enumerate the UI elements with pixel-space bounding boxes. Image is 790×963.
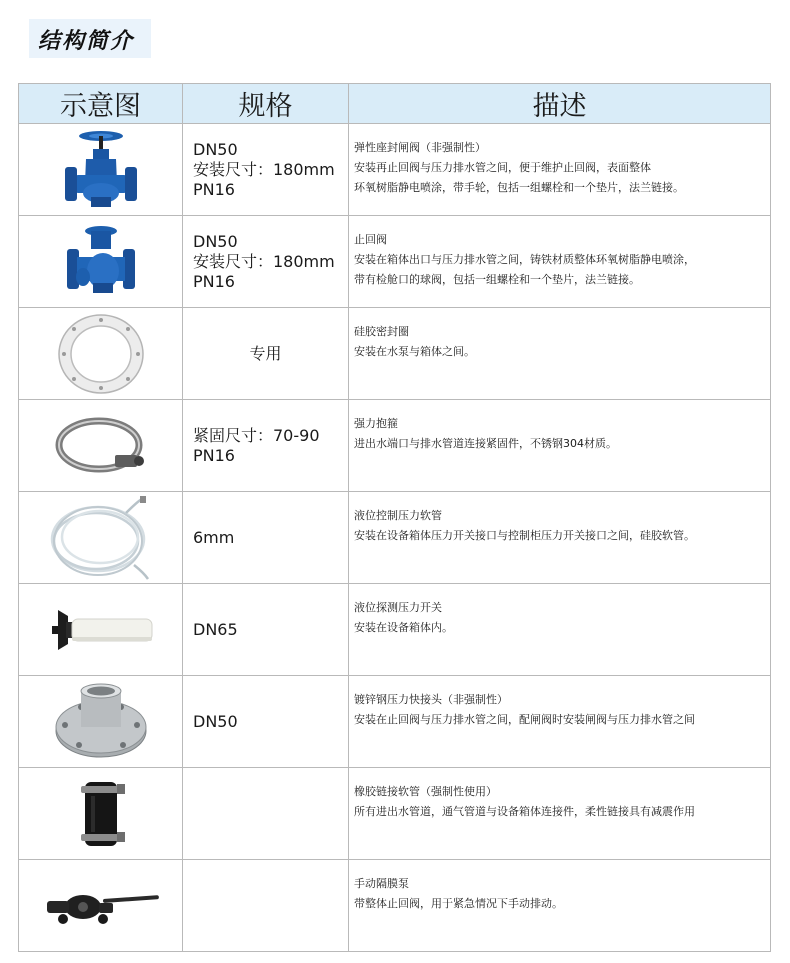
header-spec: 规格 bbox=[183, 84, 349, 124]
level-sensor-image bbox=[46, 600, 156, 660]
diagram-cell bbox=[19, 584, 183, 676]
spec-cell bbox=[183, 584, 349, 676]
rubber-hose-image bbox=[71, 774, 131, 854]
spec-cell bbox=[183, 860, 349, 952]
spec-line: PN16 bbox=[193, 179, 235, 199]
description-line: 弹性座封闸阀（非强制性） bbox=[354, 141, 486, 154]
hose-clamp-image bbox=[53, 411, 149, 481]
spec-line: 6mm bbox=[193, 527, 235, 547]
table-row bbox=[19, 124, 771, 216]
components-table bbox=[18, 83, 771, 952]
diagram-cell bbox=[19, 768, 183, 860]
diagram-cell bbox=[19, 216, 183, 308]
spec-line: DN50 bbox=[193, 139, 238, 159]
diagram-cell bbox=[19, 860, 183, 952]
quick-coupling-image bbox=[51, 681, 151, 763]
spec-cell bbox=[183, 400, 349, 492]
description-cell bbox=[349, 492, 771, 584]
spec-cell bbox=[183, 768, 349, 860]
table-row bbox=[19, 584, 771, 676]
silicone-gasket-image bbox=[56, 312, 146, 396]
spec-cell bbox=[183, 308, 349, 400]
table-row bbox=[19, 860, 771, 952]
description-line: 止回阀 bbox=[354, 233, 387, 246]
description-cell bbox=[349, 400, 771, 492]
description-line: 手动隔膜泵 bbox=[354, 877, 409, 890]
description-cell bbox=[349, 308, 771, 400]
table-row bbox=[19, 492, 771, 584]
description-cell bbox=[349, 216, 771, 308]
description-cell bbox=[349, 860, 771, 952]
header-diagram: 示意图 bbox=[19, 84, 183, 124]
description-line: 硅胶密封圈 bbox=[354, 325, 409, 338]
spec-line: 安装尺寸：180mm bbox=[193, 251, 335, 271]
description-cell bbox=[349, 676, 771, 768]
header-description: 描述 bbox=[349, 84, 771, 124]
description-line: 安装在设备箱体内。 bbox=[354, 621, 453, 634]
diagram-cell bbox=[19, 676, 183, 768]
spec-line: PN16 bbox=[193, 271, 235, 291]
description-line: 液位控制压力软管 bbox=[354, 509, 442, 522]
description-cell bbox=[349, 768, 771, 860]
table-header-row bbox=[19, 84, 771, 124]
description-line: 安装再止回阀与压力排水管之间，便于维护止回阀，表面整体 bbox=[354, 161, 651, 174]
spec-line: DN50 bbox=[193, 231, 238, 251]
spec-cell bbox=[183, 124, 349, 216]
description-line: 安装在箱体出口与压力排水管之间，铸铁材质整体环氧树脂静电喷涂， bbox=[354, 253, 695, 266]
section-title: 结构简介 bbox=[38, 29, 135, 54]
spec-line: 安装尺寸：180mm bbox=[193, 159, 335, 179]
gate-valve-image bbox=[61, 127, 141, 213]
table-row bbox=[19, 308, 771, 400]
spec-cell bbox=[183, 216, 349, 308]
table-row bbox=[19, 216, 771, 308]
description-cell bbox=[349, 124, 771, 216]
description-line: 带有检舱口的球阀，包括一组螺栓和一个垫片，法兰链接。 bbox=[354, 273, 640, 286]
description-line: 环氧树脂静电喷涂，带手轮，包括一组螺栓和一个垫片，法兰链接。 bbox=[354, 181, 684, 194]
diagram-cell bbox=[19, 400, 183, 492]
spec-line: DN50 bbox=[193, 711, 238, 731]
description-line: 安装在设备箱体压力开关接口与控制柜压力开关接口之间，硅胶软管。 bbox=[354, 529, 695, 542]
description-line: 所有进出水管道，通气管道与设备箱体连接件，柔性链接具有减震作用 bbox=[354, 805, 695, 818]
description-line: 带整体止回阀，用于紧急情况下手动排动。 bbox=[354, 897, 563, 910]
spec-line: DN65 bbox=[193, 619, 238, 639]
hand-diaphragm-pump-image bbox=[41, 881, 161, 931]
description-line: 安装在水泵与箱体之间。 bbox=[354, 345, 475, 358]
diagram-cell bbox=[19, 308, 183, 400]
description-line: 液位探测压力开关 bbox=[354, 601, 442, 614]
description-line: 安装在止回阀与压力排水管之间，配闸阀时安装闸阀与压力排水管之间 bbox=[354, 713, 695, 726]
table-row bbox=[19, 676, 771, 768]
description-line: 进出水端口与排水管道连接紧固件，不锈钢304材质。 bbox=[354, 437, 617, 450]
description-line: 镀锌钢压力快接头（非强制性） bbox=[354, 693, 508, 706]
spec-line: 紧固尺寸：70-90 bbox=[193, 425, 320, 445]
diagram-cell bbox=[19, 124, 183, 216]
spec-cell bbox=[183, 492, 349, 584]
table-row bbox=[19, 768, 771, 860]
spec-line: 专用 bbox=[249, 343, 282, 363]
spec-cell bbox=[183, 676, 349, 768]
check-valve-image bbox=[61, 219, 141, 305]
spec-line: PN16 bbox=[193, 445, 235, 465]
table-row bbox=[19, 400, 771, 492]
description-cell bbox=[349, 584, 771, 676]
description-line: 强力抱箍 bbox=[354, 417, 398, 430]
diagram-cell bbox=[19, 492, 183, 584]
pressure-hose-image bbox=[46, 495, 156, 581]
description-line: 橡胶链接软管（强制性使用） bbox=[354, 785, 497, 798]
